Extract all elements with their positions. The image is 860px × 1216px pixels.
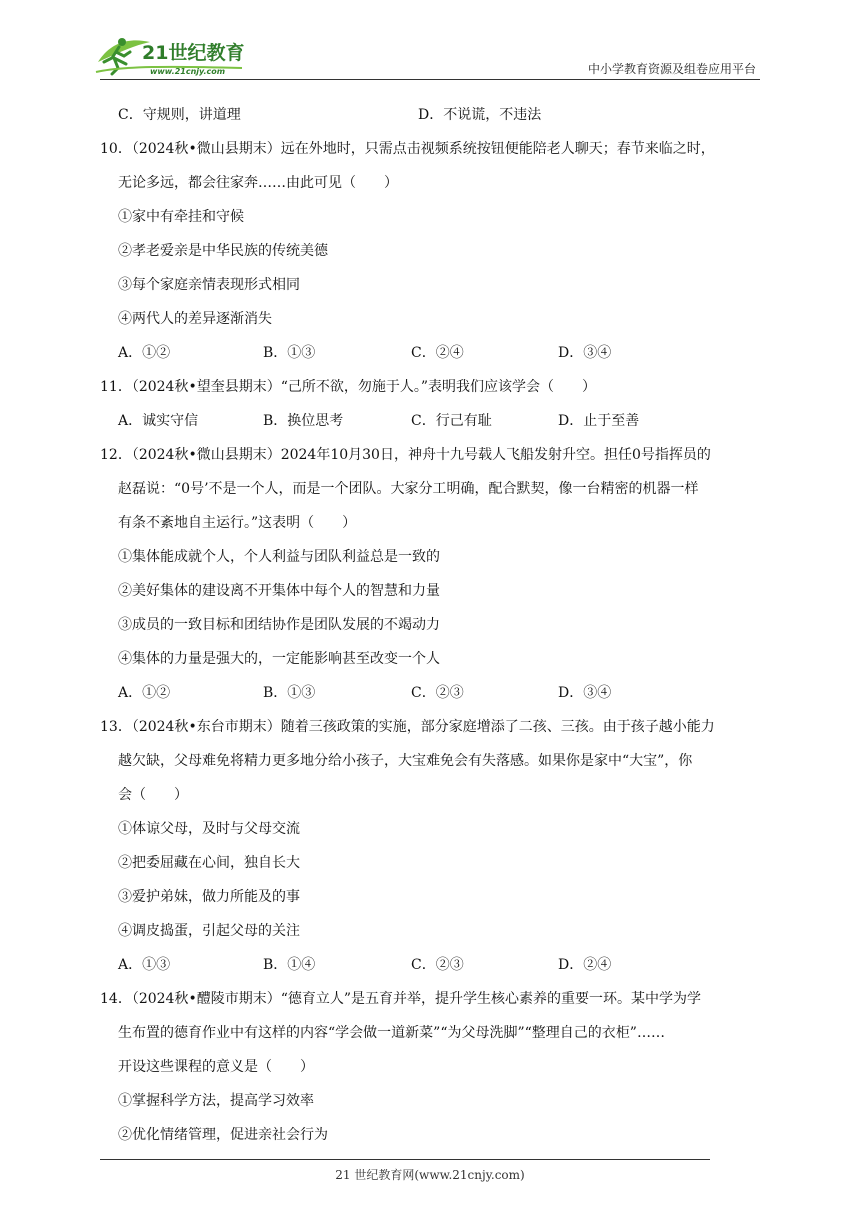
statement-item: ①体谅父母，及时与父母交流 (118, 821, 300, 837)
statement-item: ②把委屈藏在心间，独自长大 (118, 855, 300, 871)
statement-item: ④两代人的差异逐渐消失 (118, 311, 272, 327)
question-stem: 13．（2024秋•东台市期末）随着三孩政策的实施，部分家庭增添了二孩、三孩。由于孩子越小能力 (100, 719, 715, 735)
question-12 (100, 438, 760, 710)
answer-options (100, 676, 760, 710)
option-a[interactable]: A．①② (118, 685, 171, 701)
option-c[interactable]: C．行己有耻 (411, 413, 492, 429)
question-10 (100, 132, 760, 370)
statement-item: ③成员的一致目标和团结协作是团队发展的不竭动力 (118, 617, 440, 633)
option-d[interactable]: D．②④ (558, 957, 612, 973)
question-stem: 生布置的德育作业中有这样的内容“学会做一道新菜”“为父母洗脚”“整理自己的衣柜”…… (118, 1025, 665, 1041)
question-stem: 14．（2024秋•醴陵市期末）“德育立人”是五育并举，提升学生核心素养的重要一环。某中学为学 (100, 991, 702, 1007)
statement-item: ③爱护弟妹，做力所能及的事 (118, 889, 300, 905)
page-header (0, 0, 860, 80)
option-a[interactable]: A．①③ (118, 957, 171, 973)
option-d[interactable]: D．③④ (558, 685, 612, 701)
question-14 (100, 982, 760, 1152)
option-c[interactable]: C．②③ (411, 957, 464, 973)
question-stem: 会（ ） (118, 787, 188, 803)
question-stem: 11．（2024秋•望奎县期末）“己所不欲，勿施于人。”表明我们应该学会（ ） (100, 379, 597, 395)
option-b[interactable]: B．①③ (263, 345, 316, 361)
statement-item: ②美好集体的建设离不开集体中每个人的智慧和力量 (118, 583, 440, 599)
prev-question-options (100, 98, 760, 132)
question-stem: 无论多远，都会往家奔……由此可见（ ） (118, 175, 398, 191)
footer-divider (100, 1159, 710, 1160)
question-11 (100, 370, 760, 438)
option-c[interactable]: C．②③ (411, 685, 464, 701)
svg-text:www.21cnjy.com: www.21cnjy.com (150, 67, 226, 76)
question-stem: 赵磊说：“0号’不是一个人，而是一个团队。大家分工明确，配合默契，像一台精密的机器一样 (118, 481, 699, 497)
statement-item: ①集体能成就个人，个人利益与团队利益总是一致的 (118, 549, 440, 565)
option-b[interactable]: B．①④ (263, 957, 316, 973)
page-footer[interactable]: 21 世纪教育网(www.21cnjy.com) (335, 1168, 525, 1182)
question-list (100, 98, 760, 1152)
site-logo[interactable] (92, 32, 262, 80)
question-stem: 10．（2024秋•微山县期末）远在外地时，只需点击视频系统按钮便能陪老人聊天；春节来临之时， (100, 141, 715, 157)
option-d[interactable]: D．不说谎，不违法 (418, 107, 542, 123)
statement-item: ④集体的力量是强大的，一定能影响甚至改变一个人 (118, 651, 440, 667)
option-a[interactable]: A．诚实守信 (118, 413, 199, 429)
statement-item: ③每个家庭亲情表现形式相同 (118, 277, 300, 293)
answer-options (100, 336, 760, 370)
question-stem: 12．（2024秋•微山县期末）2024年10月30日，神舟十九号载人飞船发射升空。担任0号指挥员的 (100, 447, 711, 463)
statement-item: ②孝老爱亲是中华民族的传统美德 (118, 243, 328, 259)
option-c[interactable]: C．②④ (411, 345, 464, 361)
option-d[interactable]: D．止于至善 (558, 413, 640, 429)
statement-item: ②优化情绪管理，促进亲社会行为 (118, 1127, 328, 1143)
platform-name: 中小学教育资源及组卷应用平台 (587, 62, 756, 76)
question-stem: 有条不紊地自主运行。”这表明（ ） (118, 515, 357, 531)
statement-item: ①家中有牵挂和守候 (118, 209, 244, 225)
runner-logo-icon (92, 32, 262, 80)
statement-item: ①掌握科学方法，提高学习效率 (118, 1093, 314, 1109)
question-13 (100, 710, 760, 982)
question-stem: 越欠缺，父母难免将精力更多地分给小孩子，大宝难免会有失落感。如果你是家中“大宝”，你 (118, 753, 693, 769)
svg-text:21世纪教育: 21世纪教育 (142, 42, 245, 64)
answer-options (100, 948, 760, 982)
question-stem: 开设这些课程的意义是（ ） (118, 1059, 314, 1075)
option-c[interactable]: C．守规则，讲道理 (118, 107, 241, 123)
option-d[interactable]: D．③④ (558, 345, 612, 361)
statement-item: ④调皮捣蛋，引起父母的关注 (118, 923, 300, 939)
option-b[interactable]: B．①③ (263, 685, 316, 701)
header-divider (100, 79, 760, 80)
answer-options (100, 404, 760, 438)
option-b[interactable]: B．换位思考 (263, 413, 344, 429)
option-a[interactable]: A．①② (118, 345, 171, 361)
